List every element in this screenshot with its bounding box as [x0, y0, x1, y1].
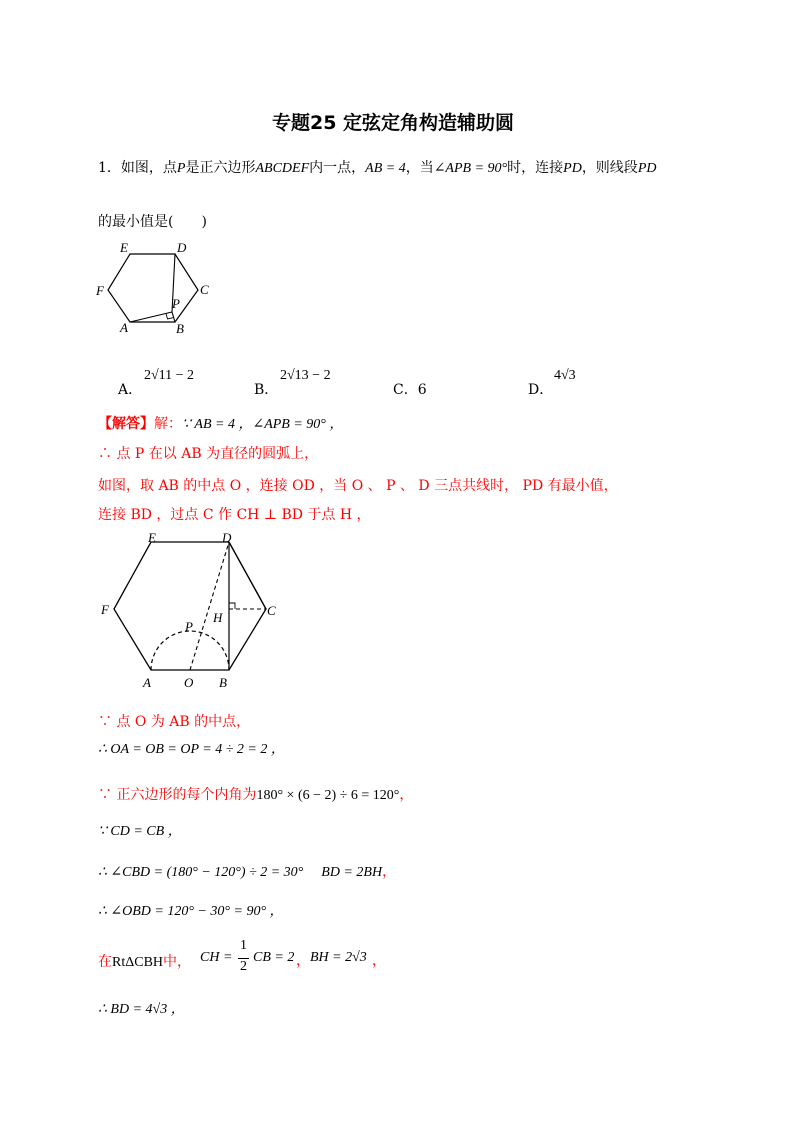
question-line-1 — [98, 158, 656, 179]
label-d: D — [222, 530, 232, 545]
segment-pb — [172, 312, 175, 322]
fraction-numerator: 1 — [240, 938, 247, 953]
question-text: 的最小值是 — [98, 214, 168, 230]
solution-line-4: 连接 BD ，过点 C 作 CH ⊥ BD 于点 H ， — [98, 507, 371, 523]
solution-text: 中， — [163, 954, 192, 970]
option-a — [118, 368, 238, 398]
solution-text: 在 — [98, 954, 112, 970]
label-o: O — [184, 675, 194, 690]
question-text: ，则线段 — [581, 160, 638, 176]
option-c — [393, 380, 427, 400]
right-angle-mark — [166, 314, 173, 320]
solution-line-7 — [98, 785, 413, 806]
solution-text: ， — [382, 864, 397, 880]
label-p: P — [185, 619, 193, 634]
solution-math: BH = 2√3 — [310, 950, 367, 965]
hexagon-outline — [114, 542, 266, 670]
label-a: A — [143, 675, 151, 690]
solution-tag: 【解答】 — [98, 416, 154, 432]
option-value: 2√13 − 2 — [280, 368, 331, 383]
option-letter: A． — [118, 382, 143, 398]
label-b: B — [176, 321, 184, 336]
solution-text: ∵ 正六边形的每个内角为 — [98, 787, 257, 803]
solution-math: ∵ AB = 4 ，∠APB = 90° ， — [182, 417, 344, 432]
semicircle-arc — [151, 631, 229, 670]
solution-math: CH = — [200, 950, 233, 965]
question-text: 如图，点 — [120, 160, 177, 176]
label-b: B — [219, 675, 227, 690]
segment-od — [190, 542, 229, 670]
label-h: H — [213, 610, 223, 625]
solution-math: ∴ ∠CBD = (180° − 120°) ÷ 2 = 30° — [98, 865, 304, 880]
option-d — [528, 368, 648, 398]
label-c: C — [200, 282, 209, 297]
label-e: E — [120, 240, 128, 255]
option-letter: D． — [528, 382, 554, 398]
option-value: 6 — [417, 382, 427, 398]
point-p: P — [176, 161, 186, 176]
label-a: A — [120, 320, 128, 335]
math-angle: ∠APB = 90° — [433, 161, 508, 176]
solution-text: ， — [372, 954, 386, 969]
hexagon-name: ABCDEF — [255, 161, 310, 176]
segment-ap — [130, 312, 172, 322]
option-value: 2√11 − 2 — [144, 368, 195, 383]
option-value: 4√3 — [554, 368, 576, 383]
question-line-2 — [98, 212, 207, 232]
answer-blank: ( ) — [168, 214, 207, 230]
segment-pd: PD — [637, 161, 657, 176]
fraction-denominator: 2 — [240, 959, 247, 974]
math-ab4: AB = 4 — [365, 161, 406, 176]
solution-line-8: ∵ CD = CB ， — [98, 824, 182, 839]
solution-text: 解： — [154, 416, 182, 432]
solution-line-12: ∴ BD = 4√3 ， — [98, 1002, 185, 1017]
figure-hexagon-small — [90, 240, 220, 340]
right-angle-mark — [229, 603, 235, 609]
hexagon-outline — [108, 254, 198, 322]
label-f: F — [96, 283, 104, 298]
question-text: 时，连接 — [507, 160, 564, 176]
solution-line-10: ∴ ∠OBD = 120° − 30° = 90° ， — [98, 904, 284, 919]
solution-line-5: ∵ 点 O 为 AB 的中点， — [98, 714, 251, 730]
question-number: 1． — [98, 160, 121, 176]
page-title: 专题25 定弦定角构造辅助圆 — [272, 112, 515, 134]
figure-hexagon-large — [96, 530, 296, 692]
label-e: E — [148, 530, 156, 545]
solution-line-9 — [98, 862, 396, 883]
option-letter: B． — [254, 382, 279, 398]
triangle-name: RtΔCBH — [112, 955, 164, 970]
segment-pd: PD — [563, 161, 582, 176]
option-b — [254, 368, 374, 398]
label-f: F — [101, 602, 109, 617]
question-text: ，当 — [405, 160, 434, 176]
solution-text: ， — [296, 954, 310, 969]
solution-math: BD = 2BH — [321, 865, 383, 880]
option-letter: C． — [393, 382, 418, 398]
label-d: D — [177, 240, 187, 255]
solution-text: ， — [399, 787, 414, 803]
question-text: 是正六边形 — [185, 160, 256, 176]
label-p: P — [172, 296, 180, 311]
solution-line-1 — [98, 414, 343, 435]
solution-line-3: 如图，取 AB 的中点 O ，连接 OD ，当 O 、 P 、 D 三点共线时， PD 有最小值， — [98, 478, 618, 494]
solution-math: 180° × (6 − 2) ÷ 6 = 120° — [256, 788, 400, 803]
solution-line-11 — [98, 952, 191, 988]
label-c: C — [267, 603, 276, 618]
question-text: 内一点， — [309, 160, 366, 176]
solution-line-2: ∴ 点 P 在以 AB 为直径的圆弧上， — [98, 446, 319, 462]
solution-line-6: ∴ OA = OB = OP = 4 ÷ 2 = 2 ， — [98, 742, 285, 757]
solution-math: CB = 2 — [253, 950, 295, 965]
segment-dc — [229, 542, 266, 609]
